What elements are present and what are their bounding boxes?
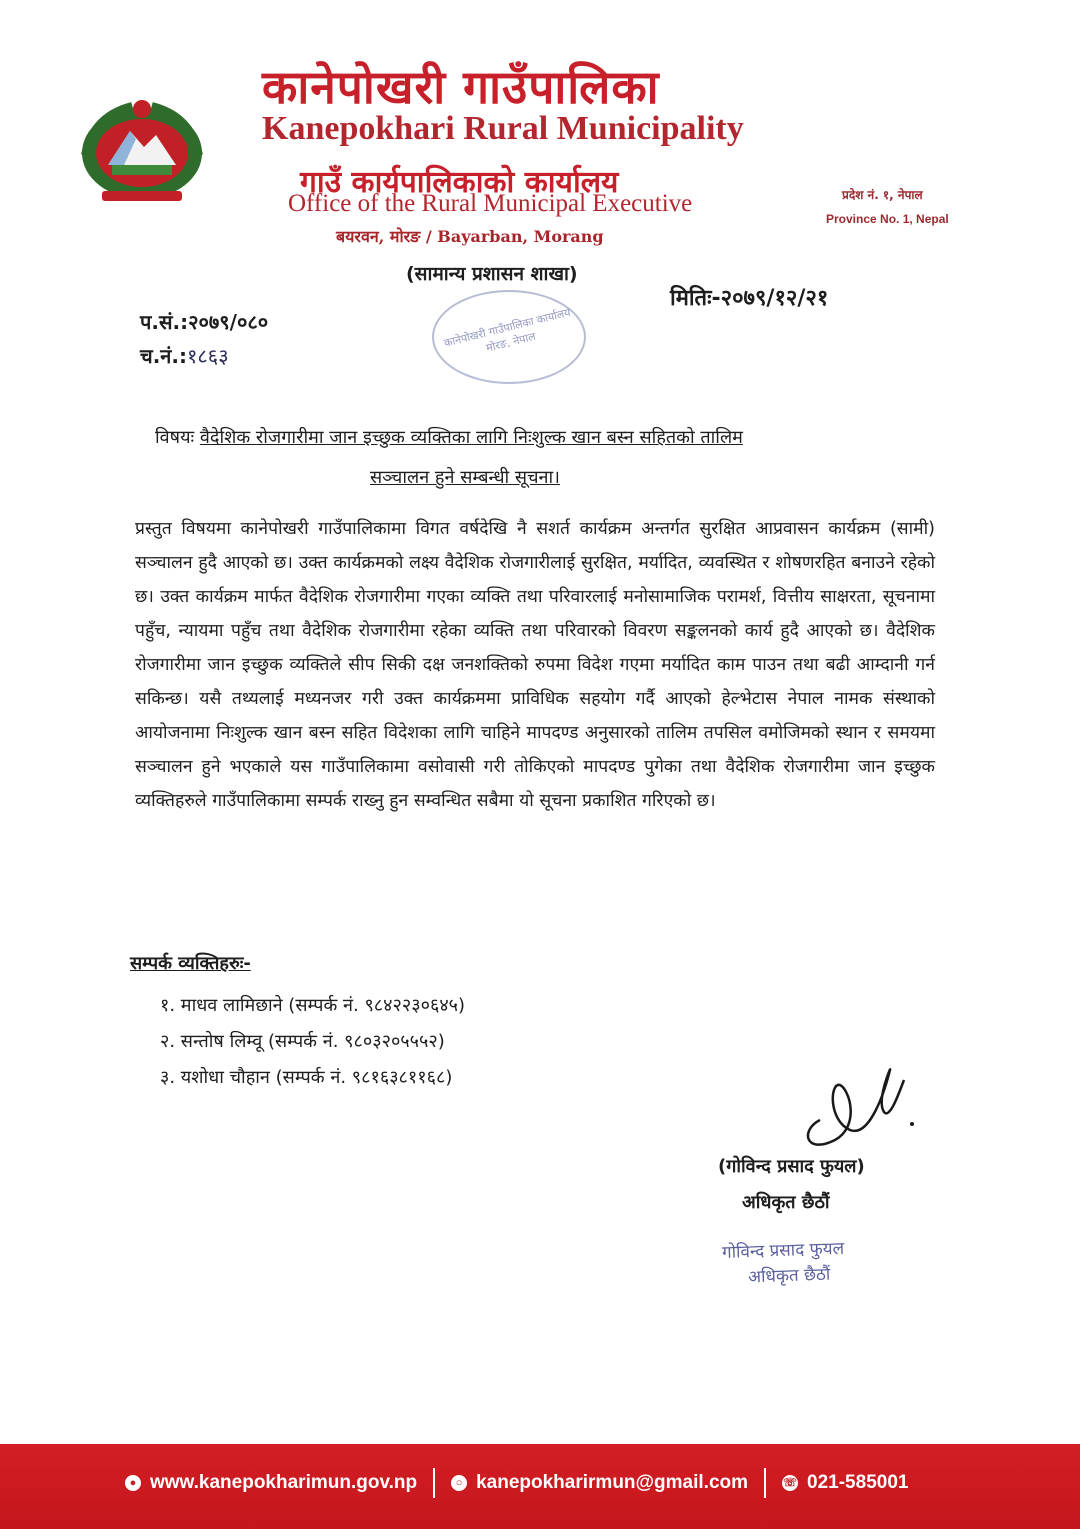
email-icon: ○ bbox=[451, 1475, 467, 1491]
office-stamp bbox=[432, 290, 586, 384]
handwritten-signature bbox=[780, 1060, 930, 1160]
name-stamp: गोविन्द प्रसाद फुयल bbox=[721, 1238, 845, 1263]
letter-date bbox=[670, 282, 930, 312]
letter-number-value: २०७९/०८० bbox=[188, 310, 269, 334]
letter-number bbox=[140, 308, 268, 335]
globe-icon: ● bbox=[125, 1475, 141, 1491]
subject-line-1: वैदेशिक रोजगारीमा जान इच्छुक व्यक्तिका लागि निःशुल्क खान बस्न सहितको तालिम bbox=[199, 427, 743, 448]
branch-name: (सामान्य प्रशासन शाखा) bbox=[406, 263, 578, 285]
contact-list bbox=[160, 988, 680, 1096]
email-link[interactable]: kanepokharirmun@gmail.com bbox=[476, 1472, 749, 1493]
subject-label: विषयः bbox=[155, 427, 195, 448]
subject-line-2: सञ्चालन हुने सम्बन्धी सूचना। bbox=[369, 467, 561, 488]
province-np: प्रदेश नं. १, नेपाल bbox=[842, 188, 923, 202]
office-name-en: Office of the Rural Municipal Executive bbox=[288, 190, 693, 217]
list-item: १. माधव लामिछाने (सम्पर्क नं. ९८४२२३०६४५) bbox=[160, 995, 466, 1016]
dispatch-number-label: च.नं.: bbox=[140, 344, 187, 368]
list-item: ३. यशोधा चौहान (सम्पर्क नं. ९८१६३८११६८) bbox=[160, 1067, 453, 1088]
office-address: बयरवन, मोरङ / Bayarban, Morang bbox=[336, 227, 604, 246]
municipality-name-en: Kanepokhari Rural Municipality bbox=[262, 110, 744, 147]
footer-divider bbox=[433, 1468, 435, 1498]
footer bbox=[125, 1458, 985, 1508]
notice-body: प्रस्तुत विषयमा कानेपोखरी गाउँपालिकामा विगत वर्षदेखि नै सशर्त कार्यक्रम अन्तर्गत सुरक्षित आप्रवासन कार्यक्रम (सामी) सञ्चालन हुदै आएको छ। उक्त कार्यक्रमको लक्ष्य वैदेशिक रोजगारीलाई सुरक्षित, मर्यादित, व्यवस्थित र शोषणरहित बनाउने रहेको छ। उक्त कार्यक्रम मार्फत वैदेशिक रोजगारीमा गएका व्यक्ति तथा परिवारलाई मनोसामाजिक परामर्श, वित्तीय साक्षरता, सूचनामा पहुँच, न्यायमा पहुँच तथा वैदेशिक रोजगारीमा रहेका व्यक्ति तथा परिवारको विवरण सङ्कलनको कार्य हुदै आएको छ। वैदेशिक रोजगारीमा जान इच्छुक व्यक्तिले सीप सिकी दक्ष जनशक्तिको रुपमा विदेश गएमा मर्यादित काम पाउन तथा बढी आम्दानी गर्न सकिन्छ। यसै तथ्यलाई मध्यनजर गरी उक्त कार्यक्रममा प्राविधिक सहयोग गर्दै आएको हेल्भेटास नेपाल नामक संस्थाको आयोजनामा निःशुल्क खान बस्न सहित विदेशका लागि चाहिने मापदण्ड अनुसारको तालिम तपसिल वमोजिमको स्थान र समयमा सञ्चालन हुने भएकाले यस गाउँपालिकामा वसोवासी गरी तोकिएको मापदण्ड पुगेका तथा वैदेशिक रोजगारीमा जान इच्छुक व्यक्तिहरुले गाउँपालिकामा सम्पर्क राख्नु हुन सम्वन्धित सबैमा यो सूचना प्रकाशित गरिएको छ। bbox=[135, 519, 935, 811]
signatory-designation: अधिकृत छैठौं bbox=[742, 1192, 830, 1213]
municipality-name-np: कानेपोखरी गाउँपालिका bbox=[262, 60, 660, 114]
nepal-emblem-icon bbox=[72, 95, 212, 207]
office-name-np: गाउँ कार्यपालिकाको कार्यालय bbox=[300, 165, 619, 200]
province-en: Province No. 1, Nepal bbox=[826, 212, 949, 226]
date-value: २०७९/१२/२१ bbox=[720, 286, 829, 311]
list-item: २. सन्तोष लिम्वू (सम्पर्क नं. ९८०३२०५५५२) bbox=[160, 1031, 445, 1052]
dispatch-number bbox=[140, 342, 229, 369]
contacts-heading: सम्पर्क व्यक्तिहरुः- bbox=[130, 953, 251, 974]
dispatch-number-value: १८६३ bbox=[187, 344, 229, 368]
signatory-name: (गोविन्द प्रसाद फुयल) bbox=[718, 1156, 865, 1177]
footer-divider bbox=[764, 1468, 766, 1498]
subject bbox=[155, 418, 915, 498]
designation-stamp: अधिकृत छैठौं bbox=[747, 1264, 831, 1288]
date-label: मितिः- bbox=[670, 286, 721, 311]
stamp-text: कानेपोखरी गाउँपालिका कार्यालय मोरङ, नेपाल bbox=[442, 305, 572, 355]
phone-number[interactable]: 021-585001 bbox=[807, 1472, 909, 1493]
letter-number-label: प.सं.: bbox=[140, 310, 189, 334]
phone-icon: ☏ bbox=[783, 1477, 797, 1489]
website-link[interactable]: www.kanepokharimun.gov.np bbox=[150, 1472, 418, 1493]
